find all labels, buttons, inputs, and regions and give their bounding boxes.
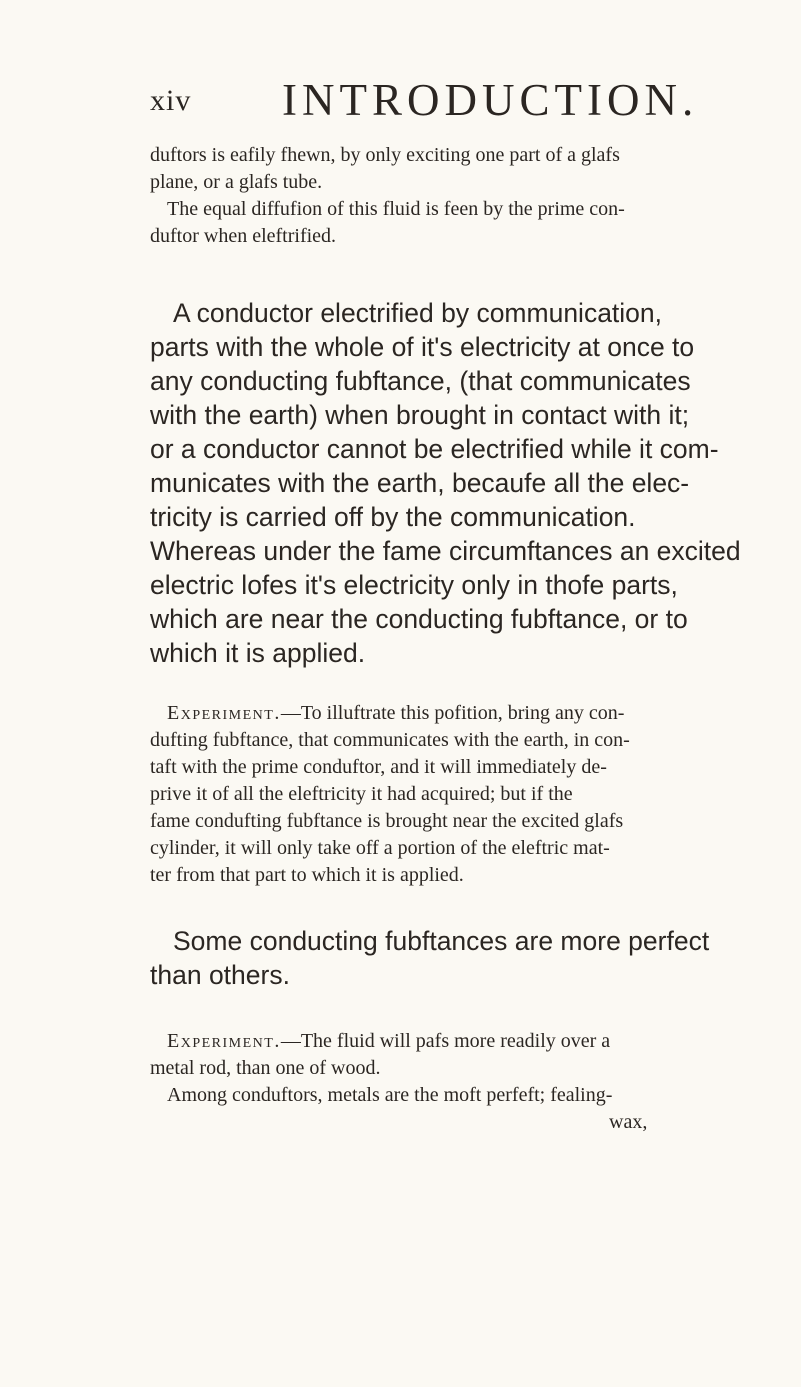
proposition-line: or a conductor cannot be electrified while it com- <box>150 434 719 464</box>
page-header <box>0 70 801 130</box>
text-line: prive it of all the eleftricity it had acquired; but if the <box>150 783 573 805</box>
experiment-text: —To illuftrate this pofition, bring any con- <box>280 702 625 724</box>
experiment-label: Experiment. <box>167 702 281 724</box>
text-line: cylinder, it will only take off a portion of the eleftric mat- <box>150 837 610 859</box>
proposition-line: which are near the conducting fubftance, or to <box>150 604 688 634</box>
text-line: duftors is eafily fhewn, by only exciting one part of a glafs <box>150 144 620 166</box>
experiment-label: Experiment. <box>167 1030 281 1052</box>
experiment-text: —The fluid will pafs more readily over a <box>280 1030 611 1052</box>
proposition-line: A conductor electrified by communication, <box>173 298 663 328</box>
proposition-line: electric lofes it's electricity only in thofe parts, <box>150 570 678 600</box>
text-line: The equal diffufion of this fluid is feen by the prime con- <box>167 198 625 220</box>
proposition-line: municates with the earth, becaufe all the elec- <box>150 468 690 498</box>
text-line: plane, or a glafs tube. <box>150 171 323 193</box>
experiment-line <box>167 1028 610 1055</box>
page-number: xiv <box>150 84 192 117</box>
proposition-line: Whereas under the fame circumftances an excited <box>150 536 741 566</box>
experiment-line <box>167 700 624 727</box>
text-line: Among conduftors, metals are the moft perfeft; fealing- <box>167 1084 613 1106</box>
proposition-line: parts with the whole of it's electricity at once to <box>150 332 695 362</box>
proposition-line: tricity is carried off by the communication. <box>150 502 636 532</box>
proposition-line: Some conducting fubftances are more perfect <box>173 926 710 956</box>
text-line: duftor when eleftrified. <box>150 225 337 247</box>
catchword: wax, <box>609 1111 648 1133</box>
proposition-line: with the earth) when brought in contact with it; <box>150 400 690 430</box>
text-line: dufting fubftance, that communicates with the earth, in con- <box>150 729 630 751</box>
proposition-line: any conducting fubftance, (that communicates <box>150 366 691 396</box>
text-line: ter from that part to which it is applied. <box>150 864 464 886</box>
running-head: INTRODUCTION. <box>282 75 699 125</box>
text-line: fame condufting fubftance is brought near the excited glafs <box>150 810 624 832</box>
text-line: taft with the prime conduftor, and it will immediately de- <box>150 756 607 778</box>
proposition-line: which it is applied. <box>150 638 366 668</box>
proposition-line: than others. <box>150 960 290 990</box>
text-line: metal rod, than one of wood. <box>150 1057 381 1079</box>
